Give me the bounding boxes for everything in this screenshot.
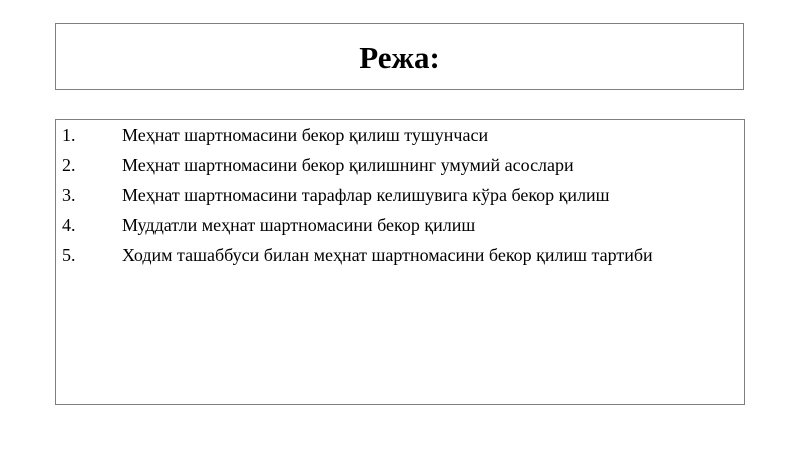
plan-item-number: 2. — [62, 155, 76, 175]
plan-item-text: Меҳнат шартномасини бекор қилишнинг умумий асослари — [122, 155, 574, 175]
plan-item-4 — [62, 214, 738, 244]
plan-item-text: Меҳнат шартномасини бекор қилиш тушунчаси — [122, 125, 489, 145]
content-box — [55, 119, 745, 405]
plan-item-text: Ходим ташаббуси билан меҳнат шартномасини бекор қилиш тартиби — [122, 245, 653, 265]
plan-item-2 — [62, 154, 738, 184]
plan-item-text: Меҳнат шартномасини тарафлар келишувига кўра бекор қилиш — [122, 185, 610, 205]
plan-list — [62, 124, 738, 274]
plan-item-5 — [62, 244, 738, 274]
plan-item-number: 3. — [62, 185, 76, 205]
plan-item-number: 1. — [62, 125, 76, 145]
plan-item-3 — [62, 184, 738, 214]
plan-item-1 — [62, 124, 738, 154]
plan-item-text: Муддатли меҳнат шартномасини бекор қилиш — [122, 215, 476, 235]
plan-item-number: 4. — [62, 215, 76, 235]
title-box — [55, 23, 744, 90]
plan-item-number: 5. — [62, 245, 76, 265]
slide-title: Режа: — [359, 40, 440, 75]
